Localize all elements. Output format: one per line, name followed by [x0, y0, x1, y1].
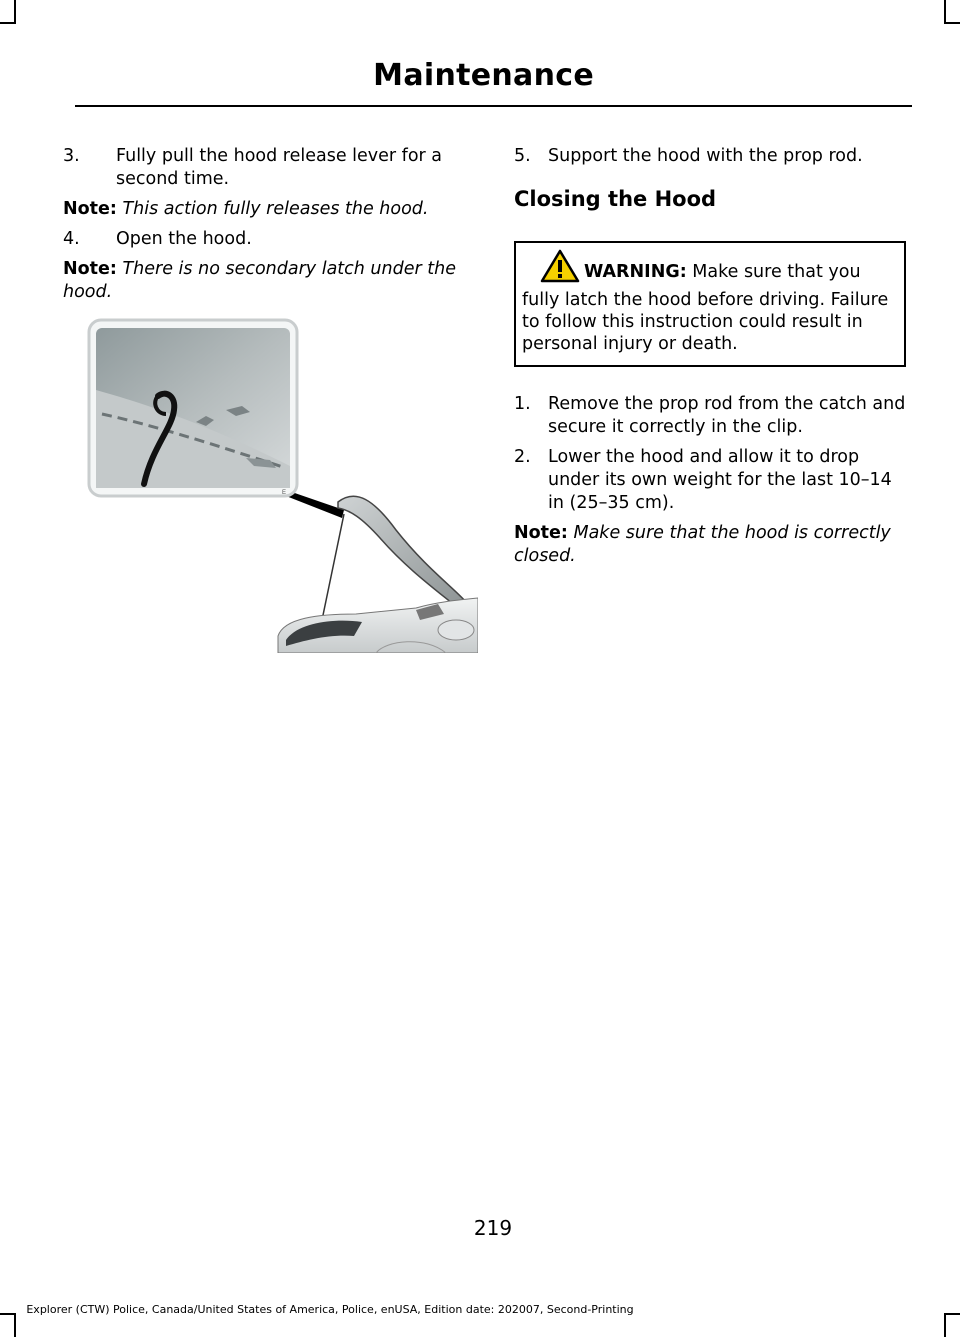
footer-edition-line: Explorer (CTW) Police, Canada/United States of America, Police, enUSA, Edition date: 202007, Second-Printing [26, 1303, 634, 1316]
step-text: Remove the prop rod from the catch and secure it correctly in the clip. [548, 394, 906, 437]
note [514, 522, 906, 568]
note-text: There is no secondary latch under the hood. [63, 259, 456, 302]
crop-mark [944, 0, 946, 24]
note-label: Note: [63, 259, 117, 279]
step-1 [514, 393, 906, 439]
step-number: 1. [514, 394, 531, 414]
crop-mark [944, 22, 960, 24]
step-text: Lower the hood and allow it to drop under its own weight for the last 10–14 in (25–35 cm). [548, 447, 892, 513]
crop-mark [14, 1313, 16, 1337]
warning-triangle-icon [540, 249, 580, 289]
step-text: Support the hood with the prop rod. [548, 146, 863, 166]
crop-mark [944, 1313, 960, 1315]
note-text: Make sure that the hood is correctly closed. [514, 523, 891, 566]
step-5 [514, 145, 906, 168]
crop-mark [944, 1313, 946, 1337]
step-4 [63, 228, 478, 251]
wheel-arch [438, 620, 474, 640]
step-text: Fully pull the hood release lever for a second time. [116, 146, 443, 189]
step-number: 2. [514, 447, 531, 467]
step-number: 3. [63, 146, 80, 166]
step-3 [63, 145, 478, 191]
note [63, 258, 478, 304]
page-title: Maintenance [373, 58, 594, 93]
crop-mark [14, 0, 16, 24]
warning-text: Make sure that you fully latch the hood before driving. Failure to follow this instruction could result in personal injury or death. [522, 262, 889, 354]
step-number: 4. [63, 229, 80, 249]
left-column [63, 145, 478, 311]
note-text: This action fully releases the hood. [122, 199, 429, 219]
step-text: Open the hood. [116, 229, 252, 249]
warning-box [514, 241, 906, 367]
step-number: 5. [514, 146, 531, 166]
callout-pointer [286, 490, 344, 518]
note [63, 198, 478, 221]
open-hood [338, 496, 466, 608]
page-number: 219 [473, 1216, 513, 1240]
right-column [514, 145, 906, 575]
section-heading: Closing the Hood [514, 187, 717, 211]
prop-rod [322, 514, 344, 620]
figure-code: E [282, 490, 287, 496]
step-2 [514, 446, 906, 515]
hood-prop-rod-illustration [86, 318, 478, 653]
hood-illustration-svg [86, 318, 478, 653]
crop-mark [0, 22, 16, 24]
note-label: Note: [63, 199, 117, 219]
header-divider [75, 105, 912, 107]
warning-label: WARNING: [584, 262, 687, 282]
note-label: Note: [514, 523, 568, 543]
